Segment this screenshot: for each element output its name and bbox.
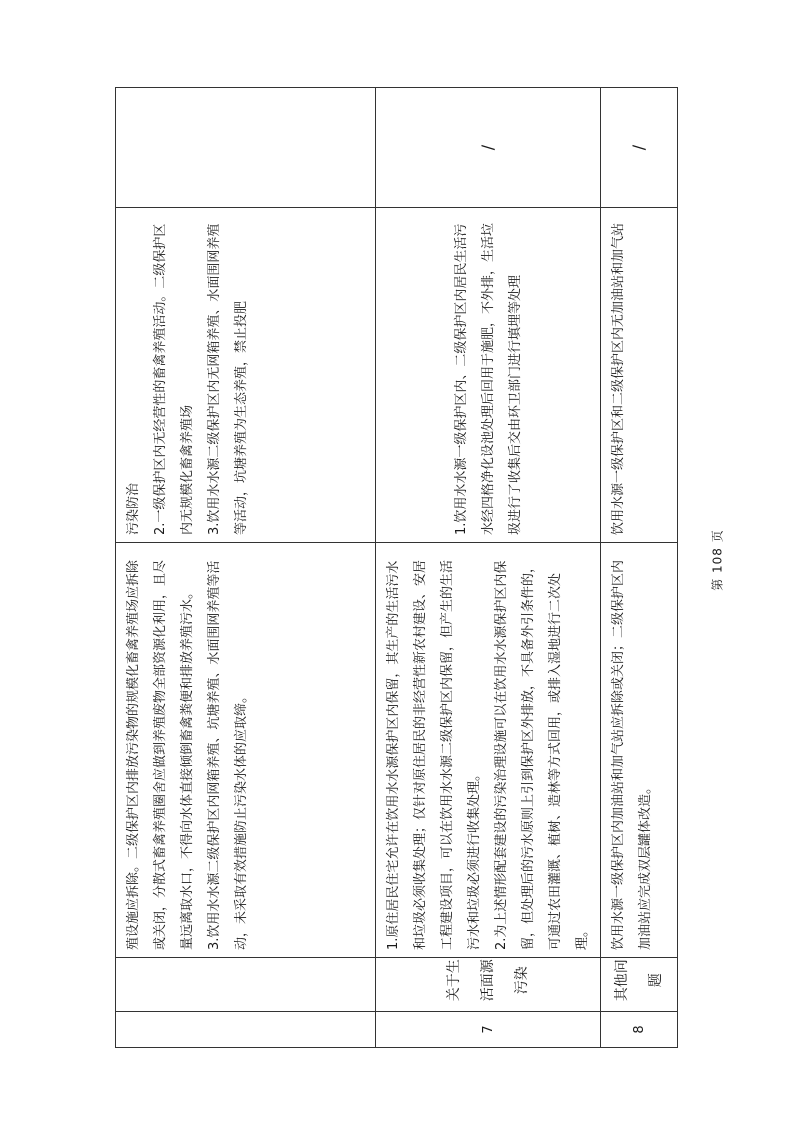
requirement-cell: [116, 543, 376, 958]
remark-cell: [601, 88, 678, 208]
status-paragraph: 饮用水源一级保护区和二级保护区内无加油站和加气站: [611, 222, 626, 535]
category-cell: [601, 958, 678, 1012]
row-number-cell: 8: [601, 1012, 678, 1048]
table-row: [116, 88, 376, 1048]
requirement-paragraph: 1.原住居民住宅允许在饮用水水源保护区内保留，其生产的生活污水和垃圾必须收集处理；仅针对原住居民的非经营性新农村建设、安居工程建设项目，可以在饮用水水源二级保护区内保留，但产生的生活污水和垃圾必须进行收集处理。: [386, 559, 482, 950]
category-label: 其他问题: [614, 959, 664, 1002]
row-number-cell: 7: [376, 1012, 601, 1048]
remark-slash: /: [628, 144, 648, 151]
category-cell: [376, 958, 601, 1012]
requirement-paragraph: 殖设施应拆除。二级保护区内排放污染物的规模化畜禽养殖场应拆除或关闭，分散式畜禽养殖圈舍应做到养殖废物全部资源化利用，且尽量远离取水口，不得向水体直接倾倒畜禽粪便和排放养殖污水。: [126, 559, 195, 950]
status-cell: [116, 208, 376, 543]
requirement-paragraph: 饮用水源一级保护区内加油站和加气站应拆除或关闭；二级保护区内加油站应完成双层罐体改造。: [611, 559, 653, 950]
status-paragraph: 3.饮用水水源二级保护区内无网箱养殖、水面围网养殖等活动，坑塘养殖为生态养殖，禁止投肥: [207, 223, 249, 535]
remark-cell: [116, 88, 376, 208]
remark-slash: /: [477, 144, 497, 151]
rotated-table-frame: [115, 88, 664, 1048]
status-paragraph: 1.饮用水水源一级保护区内、二级保护区内居民生活污水经四格净化设池处理后回用于施肥，不外排，生活垃圾进行了收集后交由环卫部门进行填埋等处理: [453, 222, 523, 535]
table-row: [601, 88, 678, 1048]
category-cell: [116, 958, 376, 1012]
requirement-paragraph: 2.为上述情形配套建设的污染治理设施可以在饮用水水源保护区内保留，但处理后的污水原则上引到保护区外排放，不具备外引条件的，可通过农田灌溉、植树、造林等方式回用，或排入湿地进行二次处理。: [494, 559, 590, 950]
remark-cell: [376, 88, 601, 208]
requirement-cell: [376, 543, 601, 958]
requirements-table: [115, 87, 678, 1048]
table-row: [376, 88, 601, 1048]
category-label: 关于生活面源污染: [446, 959, 530, 1002]
status-paragraph: 2.一级保护区内无经营性的畜禽养殖活动。二级保护区内无规模化畜禽养殖场: [153, 223, 195, 535]
status-cell: [376, 208, 601, 543]
requirement-paragraph: 3.饮用水水源二级保护区内网箱养殖、坑塘养殖、水面围网养殖等活动，未采取有效措施防止污染水体的应取缔。: [207, 560, 249, 950]
status-paragraph: 污染防治: [126, 482, 141, 535]
status-cell: [601, 208, 678, 543]
requirement-cell: [601, 543, 678, 958]
page-number: 第 108 页: [710, 529, 725, 591]
row-number-cell: [116, 1012, 376, 1048]
